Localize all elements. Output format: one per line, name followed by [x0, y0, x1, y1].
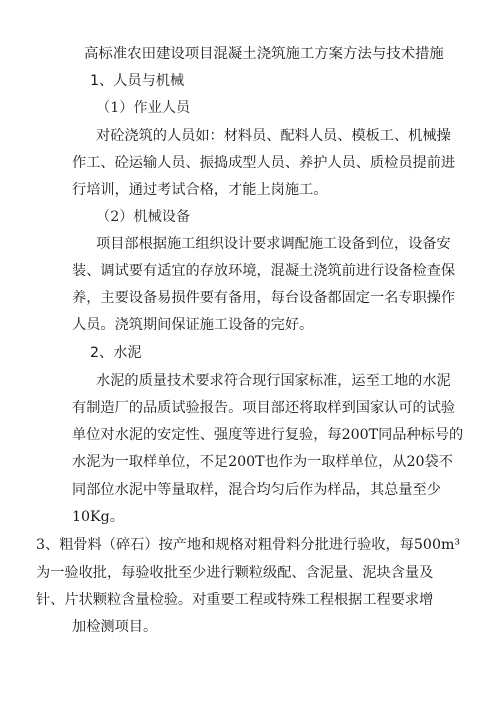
paragraph-line: 对砼浇筑的人员如：材料员、配料人员、模板工、机械操 — [96, 128, 451, 144]
paragraph-line: 装、调试要有适宜的存放环境，混凝土浇筑前进行设备检查保 — [72, 263, 456, 279]
paragraph-line: 同部位水泥中等量取样，混合均匀后作为样品，其总量至少 — [72, 482, 441, 498]
paragraph-line: 水泥的质量技术要求符合现行国家标准，运至工地的水泥 — [96, 373, 451, 389]
section-3-paragraph-line: 3、粗骨料（碎石）按产地和规格对粗骨料分批进行验收，每500m³ — [36, 537, 461, 553]
section-1-heading: 1、人员与机械 — [90, 73, 185, 89]
paragraph-line: 行培训，通过考试合格，才能上岗施工。 — [72, 182, 328, 198]
section-2-heading: 2、水泥 — [90, 345, 142, 361]
paragraph-line: 加检测项目。 — [72, 619, 158, 635]
document-title: 高标准农田建设项目混凝土浇筑施工方案方法与技术措施 — [84, 46, 444, 62]
paragraph-line: 为一验收批，每验收批至少进行颗粒级配、含泥量、泥块含量及 — [36, 565, 434, 581]
paragraph-line: 水泥为一取样单位，不足200T也作为一取样单位，从20袋不 — [72, 454, 453, 470]
paragraph-line: 项目部根据施工组织设计要求调配施工设备到位，设备安 — [96, 236, 451, 252]
paragraph-line: 单位对水泥的安定性、强度等进行复验，每200T同品种标号的 — [72, 427, 464, 443]
paragraph-line: 有制造厂的品质试验报告。项目部还将取样到国家认可的试验 — [72, 400, 456, 416]
subsection-1-label: （1）作业人员 — [96, 100, 191, 116]
paragraph-line: 人员。浇筑期间保证施工设备的完好。 — [72, 317, 314, 333]
paragraph-line: 10Kg。 — [72, 509, 124, 525]
paragraph-line: 养，主要设备易损件要有备用，每台设备都固定一名专职操作 — [72, 290, 456, 306]
subsection-2-label: （2）机械设备 — [96, 209, 191, 225]
paragraph-line: 针、片状颗粒含量检验。对重要工程或特殊工程根据工程要求增 — [36, 592, 434, 608]
paragraph-line: 作工、砼运输人员、振捣成型人员、养护人员、质检员提前进 — [72, 155, 456, 171]
